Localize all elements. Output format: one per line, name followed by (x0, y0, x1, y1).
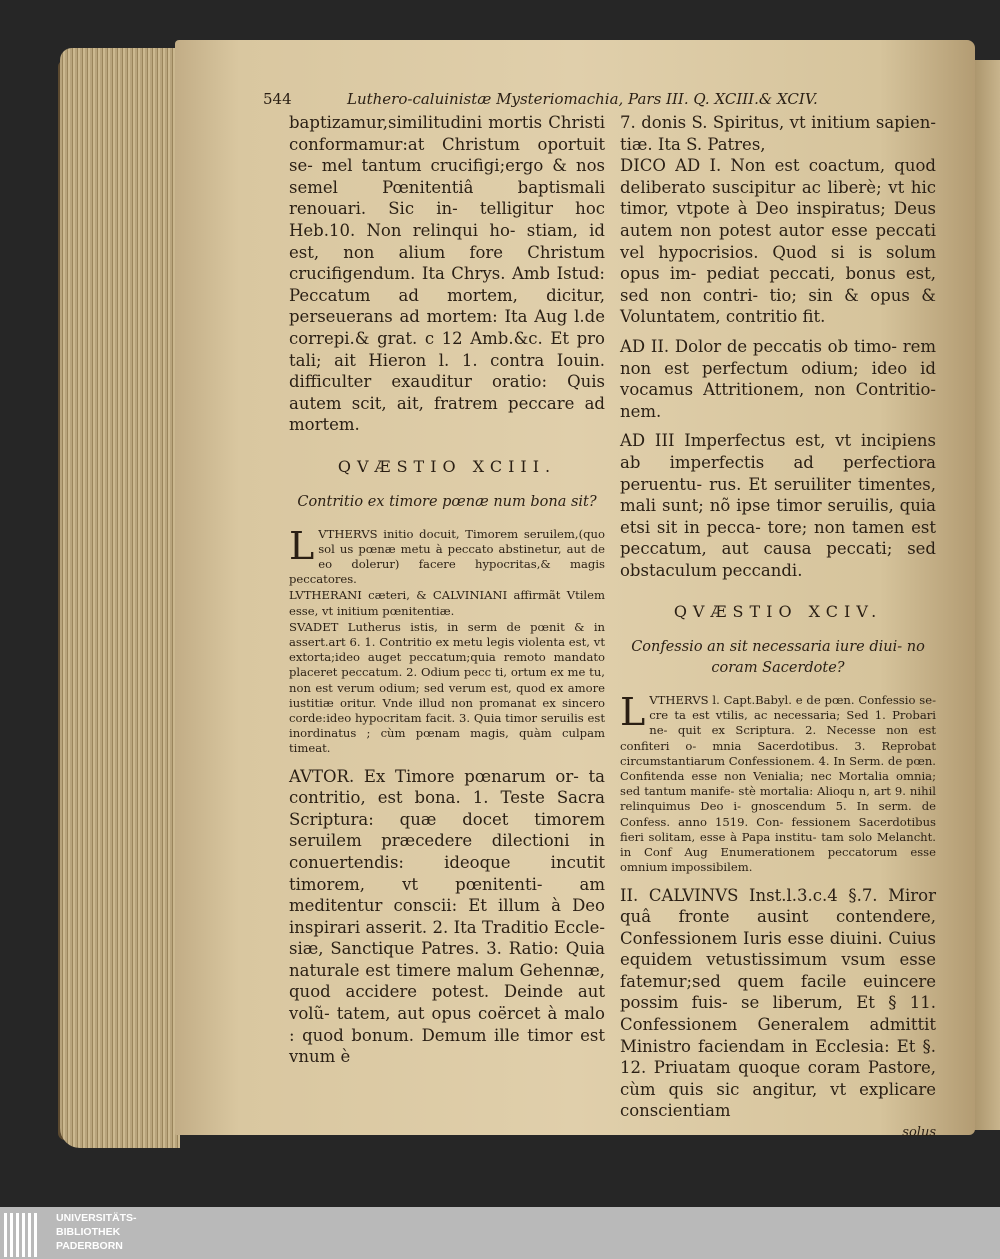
paragraph: AVTOR. Ex Timore pœnarum or- ta contritio, est bona. 1. Teste Sacra Scriptura: quæ docet timorem seruilem præcedere dilectioni in conuertendis: ideoque incutit timorem, vt pœnitenti- am meditentur conscii: Et illum à Deo inspirari asserit. 2. Ita Traditio Eccle- siæ, Sanctique Patres. 3. Ratio: Quia naturale est timere malum Gehennæ, quod accidere potest. Deinde aut volũ- tatem, aut opus coërcet à malo : quod bonum. Demum ille timor est vnum è (289, 766, 605, 1067)
paragraph: SVADET Lutherus istis, in serm de pœnit & in assert.art 6. 1. Contritio ex metu legis violenta est, vt extorta;ideo auget peccatum;quia remoto mandato placeret peccatum. 2. Odium pecc ti, ortum ex me tu, non est verum odium; sed verum est, quod ex amore iustitiæ oritur. Vnde illud non promanat ex sincero corde:ideo hypocritam facit. 3. Quia timor seruilis est inordinatus ; cùm pœnam magis, quàm culpam timeat. (289, 619, 605, 756)
left-column (289, 112, 605, 1068)
book-page-edges (60, 48, 180, 1148)
library-logo-text (56, 1211, 137, 1253)
question-title: Contritio ex timore pœnæ num bona sit? (297, 493, 597, 510)
logo-line: UNIVERSITÄTS- (56, 1212, 137, 1224)
drop-cap: L (289, 523, 315, 568)
logo-line: PADERBORN (56, 1240, 123, 1252)
catchword: solus (902, 1125, 936, 1141)
paragraph: LVTHERANI cæteri, & CALVINIANI affirmãt Vtilem esse, vt initium pœnitentiæ. (289, 588, 605, 618)
paragraph: DICO AD I. Non est coactum, quod deliberato suscipitur ac liberè; vt hic timor, vtpote à Deo inspiratus; Deus autem non potest autor esse peccati vel hypocrisios. Quod si is solum opus im- pediat peccati, bonus est, sed non contri- tio; sin & opus & Voluntatem, contritio fit. (620, 156, 936, 327)
page-number: 544 (263, 90, 292, 108)
right-column (620, 112, 936, 1144)
paragraph: AD III Imperfectus est, vt incipiens ab imperfectis ad perfectiora peruentu- rus. Et seruiliter timentes, mali sunt; nõ ipse timor seruilis, quia etsi sit in pecca- tore; non tamen est peccatum, aut causa peccati; sed obstaculum peccandi. (620, 431, 936, 580)
logo-line: BIBLIOTHEK (56, 1226, 121, 1238)
paragraph: II. CALVINVS Inst.l.3.c.4 §.7. Miror quâ fronte ausint contendere, Confessionem Iuris esse diuini. Cuius equidem vetustissimum vsum esse fatemur;sed quem facile euincere possim fuis- se liberum, Et § 11. Confessionem Generalem admittit Ministro faciendam in Ecclesia: Et §. 12. Priuatam quoque coram Pastore, cùm quis sic angitur, vt explicare conscientiam (620, 885, 936, 1121)
question-heading: QVÆSTIO XCIII. (337, 456, 557, 476)
paragraph: VTHERVS l. Capt.Babyl. e de pœn. Confessio se- cre ta est vtilis, ac necessaria; Sed 1. Probari ne- quit ex Scriptura. 2. Necesse non est confiteri o- mnia Sacerdotibus. 3. Reprobat circumstantiarum Confessionem. 4. In Serm. de pœn. Confitenda esse non Venialia; nec Mortalia omnia; sed tantum manife- stè mortalia: Alioqu n, art 9. nihil relinquimus Deo i- gnoscendum 5. In serm. de Confess. anno 1519. Con- fessionem Sacerdotibus fieri solitam, esse à Papa institu- tam solo Melancht. in Conf Aug Enumerationem peccatorum esse omnium impossibilem. (620, 693, 936, 875)
small-print-block (620, 690, 936, 875)
running-title: Luthero-caluinistæ Mysteriomachia, Pars III. Q. XCIII.& XCIV. (347, 90, 818, 108)
question-title: Confessio an sit necessaria iure diui- no coram Sacerdote? (631, 639, 925, 677)
paragraph: AD II. Dolor de peccatis ob timo- rem non est perfectum odium; ideo id vocamus Attritionem, non Contritio- nem. (620, 336, 936, 421)
drop-cap: L (620, 690, 646, 735)
paragraph: 7. donis S. Spiritus, vt initium sapien- tiæ. Ita S. Patres, (620, 113, 936, 154)
paragraph: VTHERVS initio docuit, Timorem seruilem,(quo sol us pœnæ metu à peccato abstinetur, aut de eo dolerur) facere hypocritas,& magis peccatores. (289, 526, 605, 587)
question-heading: QVÆSTIO XCIV. (673, 602, 883, 622)
library-footer (0, 1207, 1000, 1259)
paragraph: baptizamur,similitudini mortis Christi conformamur:at Christum oportuit se- mel tantum crucifigi;ergo & nos semel Pœnitentiâ baptismali renouari. Sic in- telligitur hoc Heb.10. Non relinqui ho- stiam, id est, non alium fore Christum crucifigendum. Ita Chrys. Amb Istud: Peccatum ad mortem, dicitur, perseuerans ad mortem: Ita Aug l.de correpi.& grat. c 12 Amb.&c. Et pro tali; ait Hieron l. 1. contra Iouin. difficulter exauditur oratio: Quis autem scit, ait, fratrem peccare ad mortem. (289, 113, 605, 435)
library-logo-icon (4, 1213, 44, 1257)
small-print-block (289, 523, 605, 757)
